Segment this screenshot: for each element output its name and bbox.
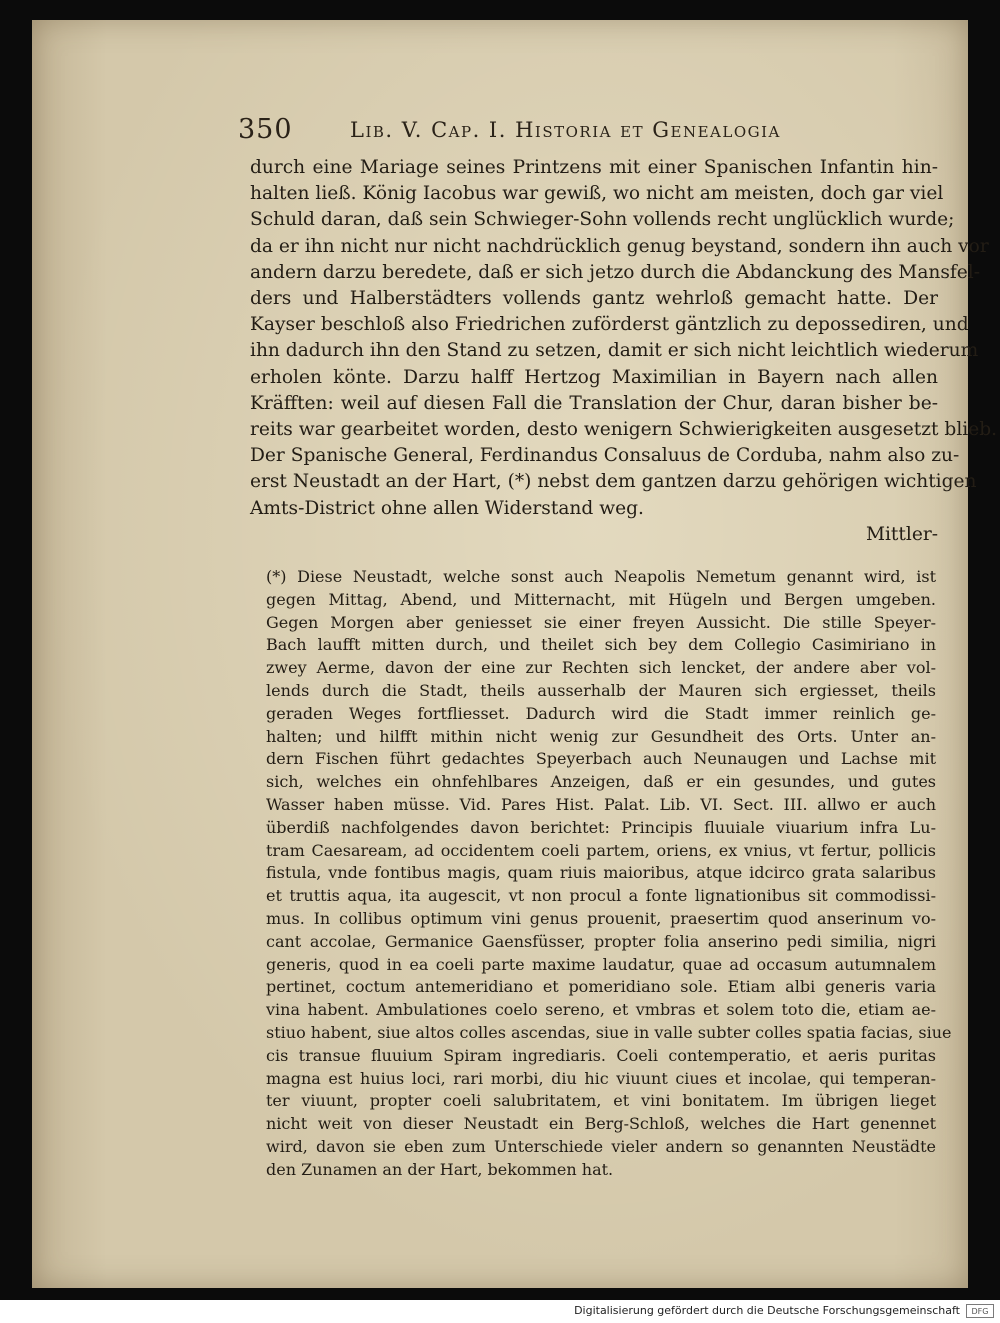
footnote-line: wird, davon sie eben zum Unterschiede vieler andern so genannten Neustädte (266, 1136, 936, 1156)
footnote-line: vina habent. Ambulationes coelo sereno, et vmbras et solem toto die, etiam ae- (266, 1000, 936, 1020)
catchword: Mittler- (865, 524, 938, 545)
text-line: Der Spanische General, Ferdinandus Consaluus de Corduba, nahm also zu- (250, 445, 960, 467)
text-line: andern darzu beredete, daß er sich jetzo durch die Abdanckung des Mansfel- (250, 261, 981, 283)
footnote-line: magna est huius loci, rari morbi, diu hic viuunt ciues et incolae, qui temperan- (266, 1068, 936, 1088)
text-line: ihn dadurch ihn den Stand zu setzen, damit er sich nicht leichtlich wiederum (250, 340, 979, 362)
footnote-line: nicht weit von dieser Neustadt ein Berg-Schloß, welches die Hart genennet (266, 1114, 936, 1134)
footnote-line: stiuo habent, siue altos colles ascendas, siue in valle subter colles spatia facias, siue (266, 1022, 952, 1042)
main-text-block (250, 155, 998, 522)
footnote-line: dern Fischen führt gedachtes Speyerbach auch Neunaugen und Lachse mit (266, 749, 936, 769)
text-line: da er ihn nicht nur nicht nachdrücklich genug beystand, sondern ihn auch vor (250, 235, 989, 257)
page-number: 350 (238, 114, 293, 145)
footnote-line: überdiß nachfolgendes davon berichtet: Principis fluuiale viuarium infra Lu- (266, 817, 936, 837)
text-line: reits war gearbeitet worden, desto wenigern Schwierigkeiten ausgesetzt blieb. (250, 419, 998, 441)
footnote-line: generis, quod in ea coeli parte maxime laudatur, quae ad occasum autumnalem (266, 954, 936, 974)
footnote-line: zwey Aerme, davon der eine zur Rechten sich lencket, der andere aber vol- (266, 658, 936, 678)
footnote-block (266, 566, 952, 1182)
text-line: erst Neustadt an der Hart, (*) nebst dem gantzen darzu gehörigen wichtigen (250, 471, 977, 493)
text-line: halten ließ. König Iacobus war gewiß, wo nicht am meisten, doch gar viel (250, 183, 944, 205)
footnote-line: Gegen Morgen aber geniesset sie einer freyen Aussicht. Die stille Speyer- (266, 612, 936, 632)
footnote-line: gegen Mittag, Abend, und Mitternacht, mit Hügeln und Bergen umgeben. (266, 589, 936, 609)
text-line: Kräfften: weil auf diesen Fall die Translation der Chur, daran bisher be- (250, 392, 938, 414)
footnote-line: fistula, vnde fontibus magis, quam riuis maioribus, atque idcirco grata salaribus (266, 863, 936, 883)
footnote-line: tram Caesaream, ad occidentem coeli partem, oriens, ex vnius, vt fertur, pollicis (266, 840, 936, 860)
dfg-logo-icon: DFG (966, 1304, 994, 1318)
footnote-line: mus. In collibus optimum vini genus prouenit, praesertim quod anserinum vo- (266, 908, 936, 928)
page-header (238, 114, 838, 148)
footnote-line: den Zunamen an der Hart, bekommen hat. (266, 1159, 614, 1179)
footnote-line: geraden Weges fortfliesset. Dadurch wird die Stadt immer reinlich ge- (266, 703, 936, 723)
footnote-line: cant accolae, Germanice Gaensfüsser, propter folia anserino pedi similia, nigri (266, 931, 936, 951)
footnote-line: (*) Diese Neustadt, welche sonst auch Neapolis Nemetum genannt wird, ist (266, 567, 936, 586)
text-line: Schuld daran, daß sein Schwieger-Sohn vollends recht unglücklich wurde; (250, 209, 955, 231)
text-line: Kayser beschloß also Friedrichen zuförderst gäntzlich zu depossediren, und (250, 314, 969, 336)
text-line: erholen könte. Darzu halff Hertzog Maximilian in Bayern nach allen (250, 366, 938, 388)
footnote-line: pertinet, coctum antemeridiano et pomeridiano sole. Etiam albi generis varia (266, 977, 936, 997)
footnote-line: halten; und hilfft mithin nicht wenig zur Gesundheit des Orts. Unter an- (266, 726, 936, 746)
footnote-line: lends durch die Stadt, theils ausserhalb der Mauren sich ergiesset, theils (266, 680, 936, 700)
footnote-line: Wasser haben müsse. Vid. Pares Hist. Palat. Lib. VI. Sect. III. allwo er auch (266, 794, 936, 814)
footnote-line: sich, welches ein ohnfehlbares Anzeigen, daß er ein gesundes, und gutes (266, 772, 936, 792)
footnote-line: Bach laufft mitten durch, und theilet sich bey dem Collegio Casimiriano in (266, 635, 936, 655)
text-line: ders und Halberstädters vollends gantz wehrloß gemacht hatte. Der (250, 288, 938, 310)
footnote-line: cis transue fluuium Spiram ingrediaris. Coeli contemperatio, et aeris puritas (266, 1045, 936, 1065)
footer-bar (0, 1300, 1000, 1323)
text-line: durch eine Mariage seines Printzens mit einer Spanischen Infantin hin- (250, 157, 938, 178)
funding-credit: Digitalisierung gefördert durch die Deutsche Forschungsgemeinschaft (574, 1304, 960, 1317)
text-line: Amts-District ohne allen Widerstand weg. (250, 497, 644, 519)
footnote-line: ter viuunt, propter coeli salubritatem, et vini bonitatem. Im übrigen lieget (266, 1091, 936, 1111)
running-head: Lib. V. Cap. I. Historia et Genealogia (350, 118, 781, 142)
footnote-line: et truttis aqua, ita augescit, vt non procul a fonte lignationibus sit commodissi- (266, 886, 936, 906)
